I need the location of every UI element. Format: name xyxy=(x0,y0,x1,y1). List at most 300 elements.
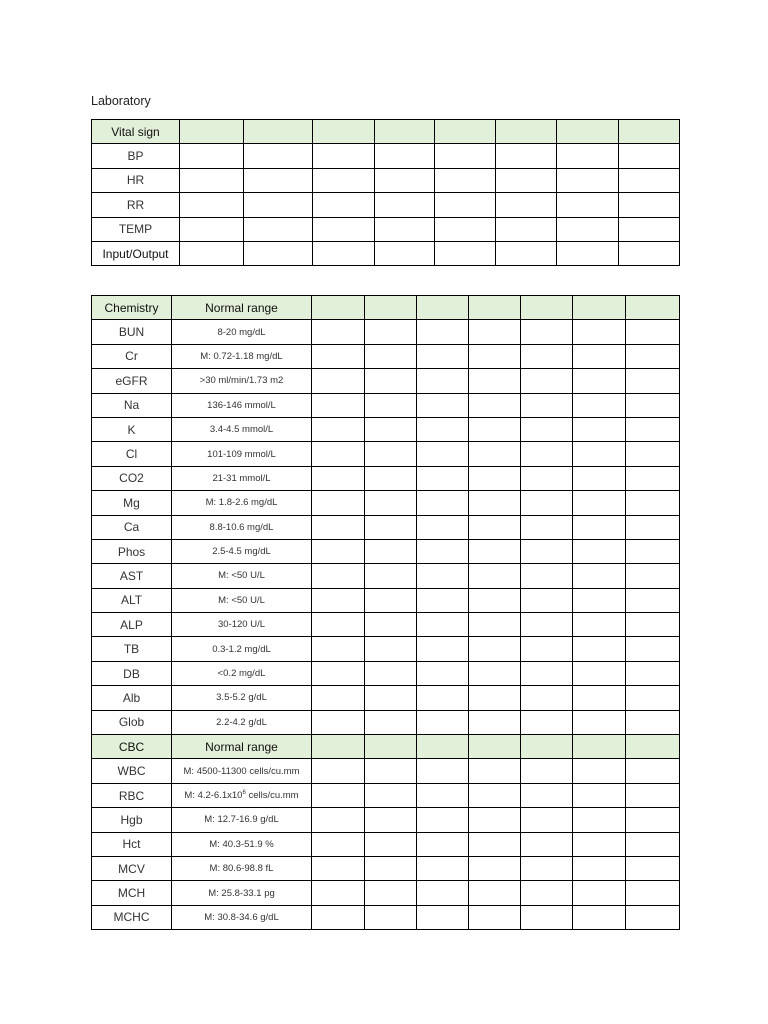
lab-value-cell[interactable] xyxy=(312,783,365,807)
chemistry-test-label: Alb xyxy=(92,686,172,710)
normal-range-value: 21-31 mmol/L xyxy=(172,466,312,490)
chemistry-row xyxy=(92,491,680,515)
vital-value-cell[interactable] xyxy=(619,144,680,168)
lab-value-cell[interactable] xyxy=(573,881,626,905)
lab-value-cell[interactable] xyxy=(469,783,521,807)
vital-value-cell[interactable] xyxy=(313,217,375,241)
lab-value-cell[interactable] xyxy=(417,515,469,539)
chemistry-test-label: Glob xyxy=(92,710,172,734)
lab-value-cell[interactable] xyxy=(365,417,417,441)
lab-value-cell[interactable] xyxy=(312,369,365,393)
lab-value-cell[interactable] xyxy=(417,905,469,929)
chemistry-row xyxy=(92,417,680,441)
lab-value-cell[interactable] xyxy=(365,856,417,880)
lab-value-cell[interactable] xyxy=(469,808,521,832)
date-header-cell[interactable] xyxy=(312,735,365,759)
lab-value-cell[interactable] xyxy=(521,808,573,832)
normal-range-value: 0.3-1.2 mg/dL xyxy=(172,637,312,661)
normal-range-value: <0.2 mg/dL xyxy=(172,661,312,685)
lab-value-cell[interactable] xyxy=(626,613,680,637)
normal-range-value: M: 80.6-98.8 fL xyxy=(172,856,312,880)
lab-value-cell[interactable] xyxy=(365,564,417,588)
chemistry-header-row xyxy=(92,296,680,320)
lab-value-cell[interactable] xyxy=(521,442,573,466)
lab-value-cell[interactable] xyxy=(469,881,521,905)
chemistry-test-label: Cl xyxy=(92,442,172,466)
vital-value-cell[interactable] xyxy=(375,144,435,168)
lab-value-cell[interactable] xyxy=(573,759,626,783)
cbc-test-label: RBC xyxy=(92,783,172,807)
lab-value-cell[interactable] xyxy=(521,661,573,685)
lab-value-cell[interactable] xyxy=(626,637,680,661)
lab-value-cell[interactable] xyxy=(626,905,680,929)
lab-value-cell[interactable] xyxy=(626,417,680,441)
lab-value-cell[interactable] xyxy=(573,539,626,563)
lab-value-cell[interactable] xyxy=(573,320,626,344)
lab-value-cell[interactable] xyxy=(521,344,573,368)
lab-value-cell[interactable] xyxy=(573,637,626,661)
lab-value-cell[interactable] xyxy=(312,442,365,466)
lab-value-cell[interactable] xyxy=(626,491,680,515)
lab-value-cell[interactable] xyxy=(521,710,573,734)
chemistry-row xyxy=(92,637,680,661)
cbc-test-label: MCHC xyxy=(92,905,172,929)
lab-value-cell[interactable] xyxy=(417,661,469,685)
lab-value-cell[interactable] xyxy=(312,539,365,563)
vital-sign-label: TEMP xyxy=(92,217,180,241)
date-header-cell[interactable] xyxy=(626,735,680,759)
normal-range-value: 8.8-10.6 mg/dL xyxy=(172,515,312,539)
lab-value-cell[interactable] xyxy=(626,588,680,612)
vital-value-cell[interactable] xyxy=(180,144,244,168)
lab-value-cell[interactable] xyxy=(469,393,521,417)
chemistry-test-label: Mg xyxy=(92,491,172,515)
date-header-cell[interactable] xyxy=(312,296,365,320)
lab-value-cell[interactable] xyxy=(312,515,365,539)
vital-value-cell[interactable] xyxy=(619,241,680,265)
cbc-row xyxy=(92,783,680,807)
lab-value-cell[interactable] xyxy=(312,905,365,929)
lab-value-cell[interactable] xyxy=(469,613,521,637)
lab-value-cell[interactable] xyxy=(417,613,469,637)
chemistry-test-label: Phos xyxy=(92,539,172,563)
lab-value-cell[interactable] xyxy=(365,637,417,661)
lab-value-cell[interactable] xyxy=(312,466,365,490)
cbc-row xyxy=(92,759,680,783)
chemistry-row xyxy=(92,515,680,539)
lab-value-cell[interactable] xyxy=(365,344,417,368)
vital-value-cell[interactable] xyxy=(375,241,435,265)
lab-value-cell[interactable] xyxy=(573,783,626,807)
lab-value-cell[interactable] xyxy=(521,417,573,441)
vital-value-cell[interactable] xyxy=(435,144,496,168)
lab-value-cell[interactable] xyxy=(365,808,417,832)
lab-value-cell[interactable] xyxy=(417,344,469,368)
date-header-cell[interactable] xyxy=(521,735,573,759)
chemistry-test-label: eGFR xyxy=(92,369,172,393)
vital-sign-label: RR xyxy=(92,193,180,217)
date-header-cell[interactable] xyxy=(365,296,417,320)
vital-value-cell[interactable] xyxy=(435,193,496,217)
lab-value-cell[interactable] xyxy=(417,466,469,490)
lab-value-cell[interactable] xyxy=(626,344,680,368)
vital-value-cell[interactable] xyxy=(496,168,557,192)
lab-value-cell[interactable] xyxy=(365,613,417,637)
lab-value-cell[interactable] xyxy=(626,710,680,734)
normal-range-value: 136-146 mmol/L xyxy=(172,393,312,417)
lab-value-cell[interactable] xyxy=(469,564,521,588)
vital-sign-table xyxy=(91,119,680,266)
vital-sign-row xyxy=(92,144,680,168)
vital-sign-label: HR xyxy=(92,168,180,192)
lab-value-cell[interactable] xyxy=(312,588,365,612)
lab-value-cell[interactable] xyxy=(521,905,573,929)
lab-value-cell[interactable] xyxy=(312,613,365,637)
exponent: 6 xyxy=(242,789,246,796)
lab-value-cell[interactable] xyxy=(626,515,680,539)
lab-value-cell[interactable] xyxy=(469,539,521,563)
lab-value-cell[interactable] xyxy=(573,369,626,393)
lab-value-cell[interactable] xyxy=(365,393,417,417)
lab-value-cell[interactable] xyxy=(626,466,680,490)
laboratory-table xyxy=(91,295,680,930)
lab-value-cell[interactable] xyxy=(417,442,469,466)
chemistry-test-label: AST xyxy=(92,564,172,588)
normal-range-value: M: <50 U/L xyxy=(172,588,312,612)
vital-value-cell[interactable] xyxy=(557,241,619,265)
lab-value-cell[interactable] xyxy=(521,881,573,905)
lab-value-cell[interactable] xyxy=(469,344,521,368)
vital-sign-header: Vital sign xyxy=(92,120,180,144)
normal-range-value: >30 ml/min/1.73 m2 xyxy=(172,369,312,393)
lab-value-cell[interactable] xyxy=(365,759,417,783)
lab-value-cell[interactable] xyxy=(469,832,521,856)
lab-value-cell[interactable] xyxy=(573,393,626,417)
lab-value-cell[interactable] xyxy=(365,320,417,344)
lab-value-cell[interactable] xyxy=(365,686,417,710)
lab-value-cell[interactable] xyxy=(469,515,521,539)
lab-value-cell[interactable] xyxy=(521,832,573,856)
lab-value-cell[interactable] xyxy=(626,686,680,710)
vital-value-cell[interactable] xyxy=(496,144,557,168)
vital-value-cell[interactable] xyxy=(375,193,435,217)
lab-value-cell[interactable] xyxy=(626,564,680,588)
lab-value-cell[interactable] xyxy=(312,344,365,368)
lab-value-cell[interactable] xyxy=(521,759,573,783)
vital-value-cell[interactable] xyxy=(313,168,375,192)
lab-value-cell[interactable] xyxy=(521,613,573,637)
vital-value-cell[interactable] xyxy=(180,241,244,265)
lab-value-cell[interactable] xyxy=(521,686,573,710)
vital-value-cell[interactable] xyxy=(557,193,619,217)
lab-value-cell[interactable] xyxy=(417,832,469,856)
vital-value-cell[interactable] xyxy=(496,193,557,217)
lab-value-cell[interactable] xyxy=(521,539,573,563)
normal-range-value: 3.4-4.5 mmol/L xyxy=(172,417,312,441)
vital-date-header-cell[interactable] xyxy=(244,120,313,144)
lab-value-cell[interactable] xyxy=(312,856,365,880)
lab-value-cell[interactable] xyxy=(312,320,365,344)
lab-value-cell[interactable] xyxy=(365,442,417,466)
lab-value-cell[interactable] xyxy=(626,393,680,417)
normal-range-value: M: <50 U/L xyxy=(172,564,312,588)
lab-value-cell[interactable] xyxy=(626,808,680,832)
vital-date-header-cell[interactable] xyxy=(375,120,435,144)
lab-value-cell[interactable] xyxy=(469,491,521,515)
cbc-row xyxy=(92,856,680,880)
date-header-cell[interactable] xyxy=(417,296,469,320)
lab-value-cell[interactable] xyxy=(521,783,573,807)
chemistry-test-label: BUN xyxy=(92,320,172,344)
chemistry-row xyxy=(92,564,680,588)
vital-value-cell[interactable] xyxy=(313,144,375,168)
chemistry-row xyxy=(92,686,680,710)
lab-value-cell[interactable] xyxy=(312,808,365,832)
vital-value-cell[interactable] xyxy=(375,217,435,241)
normal-range-header: Normal range xyxy=(172,296,312,320)
lab-value-cell[interactable] xyxy=(521,588,573,612)
lab-value-cell[interactable] xyxy=(469,417,521,441)
lab-value-cell[interactable] xyxy=(626,856,680,880)
lab-value-cell[interactable] xyxy=(521,637,573,661)
lab-value-cell[interactable] xyxy=(312,881,365,905)
lab-value-cell[interactable] xyxy=(312,686,365,710)
lab-value-cell[interactable] xyxy=(469,442,521,466)
date-header-cell[interactable] xyxy=(417,735,469,759)
lab-value-cell[interactable] xyxy=(521,369,573,393)
lab-value-cell[interactable] xyxy=(417,808,469,832)
vital-value-cell[interactable] xyxy=(619,217,680,241)
lab-value-cell[interactable] xyxy=(626,832,680,856)
chemistry-row xyxy=(92,320,680,344)
chemistry-row xyxy=(92,466,680,490)
lab-value-cell[interactable] xyxy=(417,881,469,905)
lab-value-cell[interactable] xyxy=(469,466,521,490)
vital-sign-label: Input/Output xyxy=(92,241,180,265)
lab-value-cell[interactable] xyxy=(365,881,417,905)
lab-value-cell[interactable] xyxy=(573,564,626,588)
normal-range-value: M: $4.2-6.1x10^6$ cells/cu.mm xyxy=(172,783,312,807)
date-header-cell[interactable] xyxy=(521,296,573,320)
vital-value-cell[interactable] xyxy=(180,168,244,192)
vital-value-cell[interactable] xyxy=(244,193,313,217)
lab-value-cell[interactable] xyxy=(573,344,626,368)
vital-value-cell[interactable] xyxy=(619,168,680,192)
chemistry-row xyxy=(92,710,680,734)
lab-value-cell[interactable] xyxy=(521,491,573,515)
lab-value-cell[interactable] xyxy=(626,783,680,807)
lab-value-cell[interactable] xyxy=(417,369,469,393)
vital-date-header-cell[interactable] xyxy=(180,120,244,144)
lab-value-cell[interactable] xyxy=(626,320,680,344)
lab-value-cell[interactable] xyxy=(469,905,521,929)
lab-value-cell[interactable] xyxy=(365,588,417,612)
lab-value-cell[interactable] xyxy=(417,564,469,588)
vital-date-header-cell[interactable] xyxy=(435,120,496,144)
lab-value-cell[interactable] xyxy=(626,759,680,783)
vital-value-cell[interactable] xyxy=(557,144,619,168)
lab-value-cell[interactable] xyxy=(417,710,469,734)
lab-value-cell[interactable] xyxy=(417,491,469,515)
lab-value-cell[interactable] xyxy=(417,686,469,710)
normal-range-value: M: 4500-11300 cells/cu.mm xyxy=(172,759,312,783)
lab-value-cell[interactable] xyxy=(573,710,626,734)
lab-value-cell[interactable] xyxy=(626,881,680,905)
lab-value-cell[interactable] xyxy=(469,710,521,734)
normal-range-value: M: 40.3-51.9 % xyxy=(172,832,312,856)
cbc-test-label: MCH xyxy=(92,881,172,905)
lab-value-cell[interactable] xyxy=(573,832,626,856)
lab-value-cell[interactable] xyxy=(469,588,521,612)
lab-value-cell[interactable] xyxy=(417,320,469,344)
lab-value-cell[interactable] xyxy=(365,369,417,393)
lab-value-cell[interactable] xyxy=(417,417,469,441)
lab-value-cell[interactable] xyxy=(417,856,469,880)
chemistry-test-label: DB xyxy=(92,661,172,685)
vital-value-cell[interactable] xyxy=(496,217,557,241)
lab-value-cell[interactable] xyxy=(312,710,365,734)
cbc-row xyxy=(92,832,680,856)
vital-value-cell[interactable] xyxy=(557,168,619,192)
lab-value-cell[interactable] xyxy=(521,515,573,539)
date-header-cell[interactable] xyxy=(365,735,417,759)
lab-value-cell[interactable] xyxy=(626,442,680,466)
normal-range-value: 101-109 mmol/L xyxy=(172,442,312,466)
normal-range-value: 2.2-4.2 g/dL xyxy=(172,710,312,734)
lab-value-cell[interactable] xyxy=(312,759,365,783)
lab-value-cell[interactable] xyxy=(417,588,469,612)
cbc-row xyxy=(92,808,680,832)
lab-value-cell[interactable] xyxy=(573,905,626,929)
normal-range-value: 2.5-4.5 mg/dL xyxy=(172,539,312,563)
vital-value-cell[interactable] xyxy=(244,144,313,168)
lab-value-cell[interactable] xyxy=(365,661,417,685)
chemistry-row xyxy=(92,344,680,368)
lab-value-cell[interactable] xyxy=(469,637,521,661)
lab-value-cell[interactable] xyxy=(573,417,626,441)
lab-value-cell[interactable] xyxy=(626,539,680,563)
lab-value-cell[interactable] xyxy=(521,320,573,344)
chemistry-row xyxy=(92,588,680,612)
date-header-cell[interactable] xyxy=(626,296,680,320)
vital-date-header-cell[interactable] xyxy=(313,120,375,144)
lab-value-cell[interactable] xyxy=(365,710,417,734)
chemistry-test-label: TB xyxy=(92,637,172,661)
vital-sign-row xyxy=(92,241,680,265)
lab-value-cell[interactable] xyxy=(521,856,573,880)
chemistry-row xyxy=(92,369,680,393)
lab-value-cell[interactable] xyxy=(312,661,365,685)
chemistry-header: Chemistry xyxy=(92,296,172,320)
lab-value-cell[interactable] xyxy=(365,491,417,515)
vital-date-header-cell[interactable] xyxy=(496,120,557,144)
lab-value-cell[interactable] xyxy=(417,783,469,807)
lab-value-cell[interactable] xyxy=(573,442,626,466)
lab-value-cell[interactable] xyxy=(521,564,573,588)
vital-value-cell[interactable] xyxy=(557,217,619,241)
vital-value-cell[interactable] xyxy=(313,241,375,265)
lab-value-cell[interactable] xyxy=(365,515,417,539)
chemistry-test-label: K xyxy=(92,417,172,441)
cbc-header-row xyxy=(92,735,680,759)
lab-value-cell[interactable] xyxy=(573,661,626,685)
lab-value-cell[interactable] xyxy=(312,393,365,417)
lab-value-cell[interactable] xyxy=(417,637,469,661)
vital-value-cell[interactable] xyxy=(244,168,313,192)
vital-value-cell[interactable] xyxy=(244,241,313,265)
vital-value-cell[interactable] xyxy=(435,241,496,265)
vital-value-cell[interactable] xyxy=(435,217,496,241)
lab-value-cell[interactable] xyxy=(312,832,365,856)
lab-value-cell[interactable] xyxy=(521,393,573,417)
lab-value-cell[interactable] xyxy=(573,808,626,832)
lab-value-cell[interactable] xyxy=(417,393,469,417)
lab-value-cell[interactable] xyxy=(312,564,365,588)
cbc-row xyxy=(92,905,680,929)
date-header-cell[interactable] xyxy=(573,735,626,759)
lab-value-cell[interactable] xyxy=(469,320,521,344)
date-header-cell[interactable] xyxy=(469,296,521,320)
vital-value-cell[interactable] xyxy=(180,193,244,217)
normal-range-header: Normal range xyxy=(172,735,312,759)
vital-value-cell[interactable] xyxy=(375,168,435,192)
lab-value-cell[interactable] xyxy=(573,491,626,515)
chemistry-test-label: ALP xyxy=(92,613,172,637)
lab-value-cell[interactable] xyxy=(573,515,626,539)
lab-value-cell[interactable] xyxy=(573,613,626,637)
lab-value-cell[interactable] xyxy=(365,832,417,856)
vital-sign-row xyxy=(92,193,680,217)
vital-date-header-cell[interactable] xyxy=(557,120,619,144)
vital-value-cell[interactable] xyxy=(619,193,680,217)
chemistry-test-label: Ca xyxy=(92,515,172,539)
lab-value-cell[interactable] xyxy=(312,417,365,441)
lab-value-cell[interactable] xyxy=(469,661,521,685)
vital-date-header-cell[interactable] xyxy=(619,120,680,144)
lab-value-cell[interactable] xyxy=(417,539,469,563)
lab-value-cell[interactable] xyxy=(573,588,626,612)
normal-range-value: M: 1.8-2.6 mg/dL xyxy=(172,491,312,515)
cbc-row xyxy=(92,881,680,905)
lab-value-cell[interactable] xyxy=(573,466,626,490)
lab-value-cell[interactable] xyxy=(365,783,417,807)
lab-value-cell[interactable] xyxy=(626,661,680,685)
lab-value-cell[interactable] xyxy=(312,637,365,661)
lab-value-cell[interactable] xyxy=(469,759,521,783)
lab-value-cell[interactable] xyxy=(365,539,417,563)
lab-value-cell[interactable] xyxy=(365,905,417,929)
lab-value-cell[interactable] xyxy=(312,491,365,515)
lab-value-cell[interactable] xyxy=(417,759,469,783)
lab-value-cell[interactable] xyxy=(626,369,680,393)
lab-value-cell[interactable] xyxy=(469,856,521,880)
lab-value-cell[interactable] xyxy=(521,466,573,490)
lab-value-cell[interactable] xyxy=(469,686,521,710)
date-header-cell[interactable] xyxy=(469,735,521,759)
date-header-cell[interactable] xyxy=(573,296,626,320)
vital-value-cell[interactable] xyxy=(244,217,313,241)
normal-range-value: M: 30.8-34.6 g/dL xyxy=(172,905,312,929)
vital-value-cell[interactable] xyxy=(496,241,557,265)
vital-value-cell[interactable] xyxy=(435,168,496,192)
vital-sign-label: BP xyxy=(92,144,180,168)
lab-value-cell[interactable] xyxy=(573,686,626,710)
lab-value-cell[interactable] xyxy=(469,369,521,393)
lab-value-cell[interactable] xyxy=(365,466,417,490)
lab-value-cell[interactable] xyxy=(573,856,626,880)
vital-value-cell[interactable] xyxy=(313,193,375,217)
vital-value-cell[interactable] xyxy=(180,217,244,241)
